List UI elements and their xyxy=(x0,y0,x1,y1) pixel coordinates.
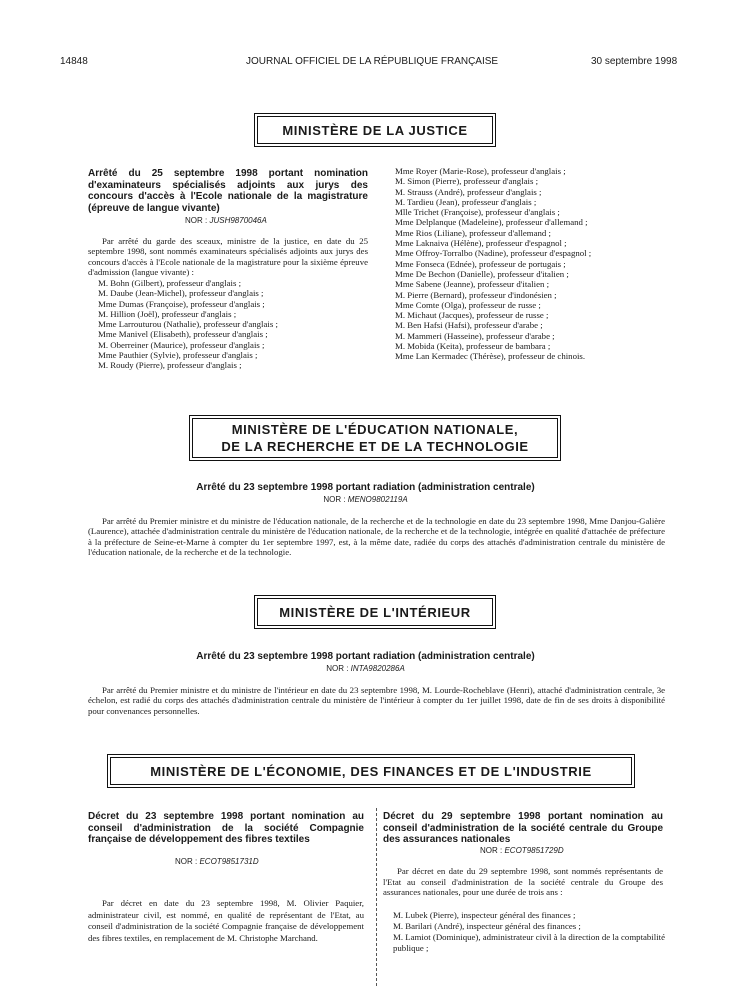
list-item: M. Michaut (Jacques), professeur de russe ; xyxy=(395,310,549,321)
nor-code: INTA9820286A xyxy=(350,664,405,673)
issue-date: 30 septembre 1998 xyxy=(591,56,678,67)
list-item: M. Bohn (Gilbert), professeur d'anglais ; xyxy=(98,278,242,288)
ministry-box-justice xyxy=(257,116,493,144)
ministry-box-education xyxy=(192,418,558,458)
nor-code: JUSH9870046A xyxy=(209,216,267,225)
act-intro: Par arrêté du garde des sceaux, ministre de la justice, en date du 25 septembre 1998, sont nommés examinateurs spécialisés adjoints aux jurys des concours d'accès à l'Ecole nationale de la magistrature pour la sixième épreuve d'admission (langue vivante) : xyxy=(88,236,368,277)
nor-reference-right xyxy=(480,846,564,855)
column-separator xyxy=(376,808,377,986)
act-title: Arrêté du 23 septembre 1998 portant radiation (administration centrale) xyxy=(196,482,535,493)
act-intro-right: Par décret en date du 29 septembre 1998, sont nommés représentants de l'Etat au conseil d'administration de la société centrale du Groupe des assurances nationales, pour une durée de trois ans : xyxy=(383,866,663,898)
nor-label: NOR : xyxy=(185,216,208,225)
nor-code: ECOT9851729D xyxy=(504,846,564,855)
act-title-right: Décret du 29 septembre 1998 portant nomination au conseil d'administration de la société centrale du Groupe des assurances nationales xyxy=(383,811,663,845)
list-item: Mme Dumas (Françoise), professeur d'anglais ; xyxy=(98,298,265,309)
journal-title: JOURNAL OFFICIEL DE LA RÉPUBLIQUE FRANÇAISE xyxy=(246,56,499,67)
list-item: M. Ben Hafsi (Hafsi), professeur d'arabe ; xyxy=(395,320,543,331)
list-item: Mme Fonseca (Ednée), professeur de portugais ; xyxy=(395,258,566,269)
list-item: M. Lubek (Pierre), inspecteur général des finances ; xyxy=(393,910,576,920)
ministry-title: MINISTÈRE DE L'ÉCONOMIE, DES FINANCES ET DE L'INDUSTRIE xyxy=(150,763,592,779)
act-text: Par arrêté du Premier ministre et du ministre de l'intérieur en date du 23 septembre 1998, M. Lourde-Rocheblave (Henri), attaché d'administration centrale, 3e échelon, est radié du corps des attachés d'administration centrale du ministère de l'intérieur à compter du 1er juillet 1998, date de fin de ses droits à disponibilité pour convenances personnelles. xyxy=(88,685,665,716)
nor-reference xyxy=(0,495,731,504)
list-item: M. Hillion (Joël), professeur d'anglais ; xyxy=(98,308,237,319)
list-item: Mme Offroy-Torralbo (Nadine), professeur d'espagnol ; xyxy=(395,248,592,259)
act-title: Arrêté du 23 septembre 1998 portant radiation (administration centrale) xyxy=(196,651,535,662)
act-text-left: Par décret en date du 23 septembre 1998, M. Olivier Paquier, administrateur civil, est nommé, en qualité de représentant de l'Etat, au conseil d'administration de la société Compagnie française de développement des fibres textiles, en remplacement de M. Christophe Marchand. xyxy=(88,898,364,943)
list-item: M. Tardieu (Jean), professeur d'anglais ; xyxy=(395,196,537,207)
list-item: M. Simon (Pierre), professeur d'anglais ; xyxy=(395,176,539,187)
list-item: Mme Lan Kermadec (Thérèse), professeur de chinois. xyxy=(395,351,586,362)
nor-reference xyxy=(0,664,731,673)
list-item: M. Oberreiner (Maurice), professeur d'anglais ; xyxy=(98,339,265,350)
page-number: 14848 xyxy=(60,56,88,67)
list-item: Mme Laknaiva (Hélène), professeur d'espagnol ; xyxy=(395,238,567,249)
list-item: Mme Manivel (Elisabeth), professeur d'anglais ; xyxy=(98,329,268,340)
nor-label: NOR : xyxy=(326,664,349,673)
list-item: M. Pierre (Bernard), professeur d'indonésien ; xyxy=(395,289,557,300)
list-item: Mme Delplanque (Madeleine), professeur d'allemand ; xyxy=(395,217,588,228)
nor-code: ECOT9851731D xyxy=(199,857,259,866)
nor-reference-left xyxy=(175,857,259,866)
list-item: Mme Rios (Liliane), professeur d'allemand ; xyxy=(395,227,551,238)
nor-reference xyxy=(185,216,267,225)
nor-label: NOR : xyxy=(175,857,198,866)
nor-label: NOR : xyxy=(323,495,346,504)
list-item: Mme Larrouturou (Nathalie), professeur d'anglais ; xyxy=(98,319,278,330)
list-item: M. Barilari (André), inspecteur général des finances ; xyxy=(393,921,581,931)
list-item: M. Mammeri (Hasseine), professeur d'arabe ; xyxy=(395,330,555,341)
list-item: Mme Royer (Marie-Rose), professeur d'anglais ; xyxy=(395,166,566,176)
ministry-title: MINISTÈRE DE L'INTÉRIEUR xyxy=(279,604,471,620)
list-item: M. Mobida (Keita), professeur de bambara ; xyxy=(395,341,551,352)
list-item: Mme De Bechon (Danielle), professeur d'italien ; xyxy=(395,268,569,279)
ministry-box-economie xyxy=(110,757,632,785)
list-item: Mme Sabene (Jeanne), professeur d'italien ; xyxy=(395,279,550,290)
act-title: Arrêté du 25 septembre 1998 portant nomination d'examinateurs spécialisés adjoints aux jurys des concours d'accès à l'Ecole nationale de la magistrature (épreuve de langue vivante) xyxy=(88,168,368,214)
list-item: M. Lamiot (Dominique), administrateur civil à la direction de la comptabilité publique ; xyxy=(393,932,665,953)
appointee-list-right xyxy=(395,166,665,362)
act-title-left: Décret du 23 septembre 1998 portant nomination au conseil d'administration de la société Compagnie française de développement des fibres textiles xyxy=(88,811,364,845)
appointee-list-left xyxy=(98,278,370,371)
ministry-title-line-1: MINISTÈRE DE L'ÉDUCATION NATIONALE, xyxy=(231,422,519,437)
ministry-title-line-2: DE LA RECHERCHE ET DE LA TECHNOLOGIE xyxy=(221,439,529,454)
list-item: Mlle Trichet (Françoise), professeur d'anglais ; xyxy=(395,207,560,218)
nor-code: MENO9802119A xyxy=(347,495,408,504)
ministry-title: MINISTÈRE DE LA JUSTICE xyxy=(282,122,468,138)
list-item: Mme Comte (Olga), professeur de russe ; xyxy=(395,299,541,310)
list-item: Mme Pauthier (Sylvie), professeur d'anglais ; xyxy=(98,350,258,361)
ministry-box-interieur xyxy=(257,598,493,626)
nor-label: NOR : xyxy=(480,846,503,855)
list-item: M. Roudy (Pierre), professeur d'anglais ; xyxy=(98,360,242,371)
act-text: Par arrêté du Premier ministre et du ministre de l'éducation nationale, de la recherche et de la technologie en date du 23 septembre 1998, Mme Danjou-Galière (Laurence), attachée d'administration centrale du ministère de l'éducation nationale, de la recherche et de la technologie, intégrée en qualité d'attachée de préfecture à la préfecture de Seine-et-Marne à compter du 1er septembre 1997, est, à la même date, radiée du corps des attachés d'administration centrale du ministère de l'éducation nationale, de la recherche et de la technologie. xyxy=(88,516,665,557)
list-item: M. Strauss (André), professeur d'anglais ; xyxy=(395,186,542,197)
list-item: M. Daube (Jean-Michel), professeur d'anglais ; xyxy=(98,288,264,299)
appointee-list-economie xyxy=(393,910,665,954)
